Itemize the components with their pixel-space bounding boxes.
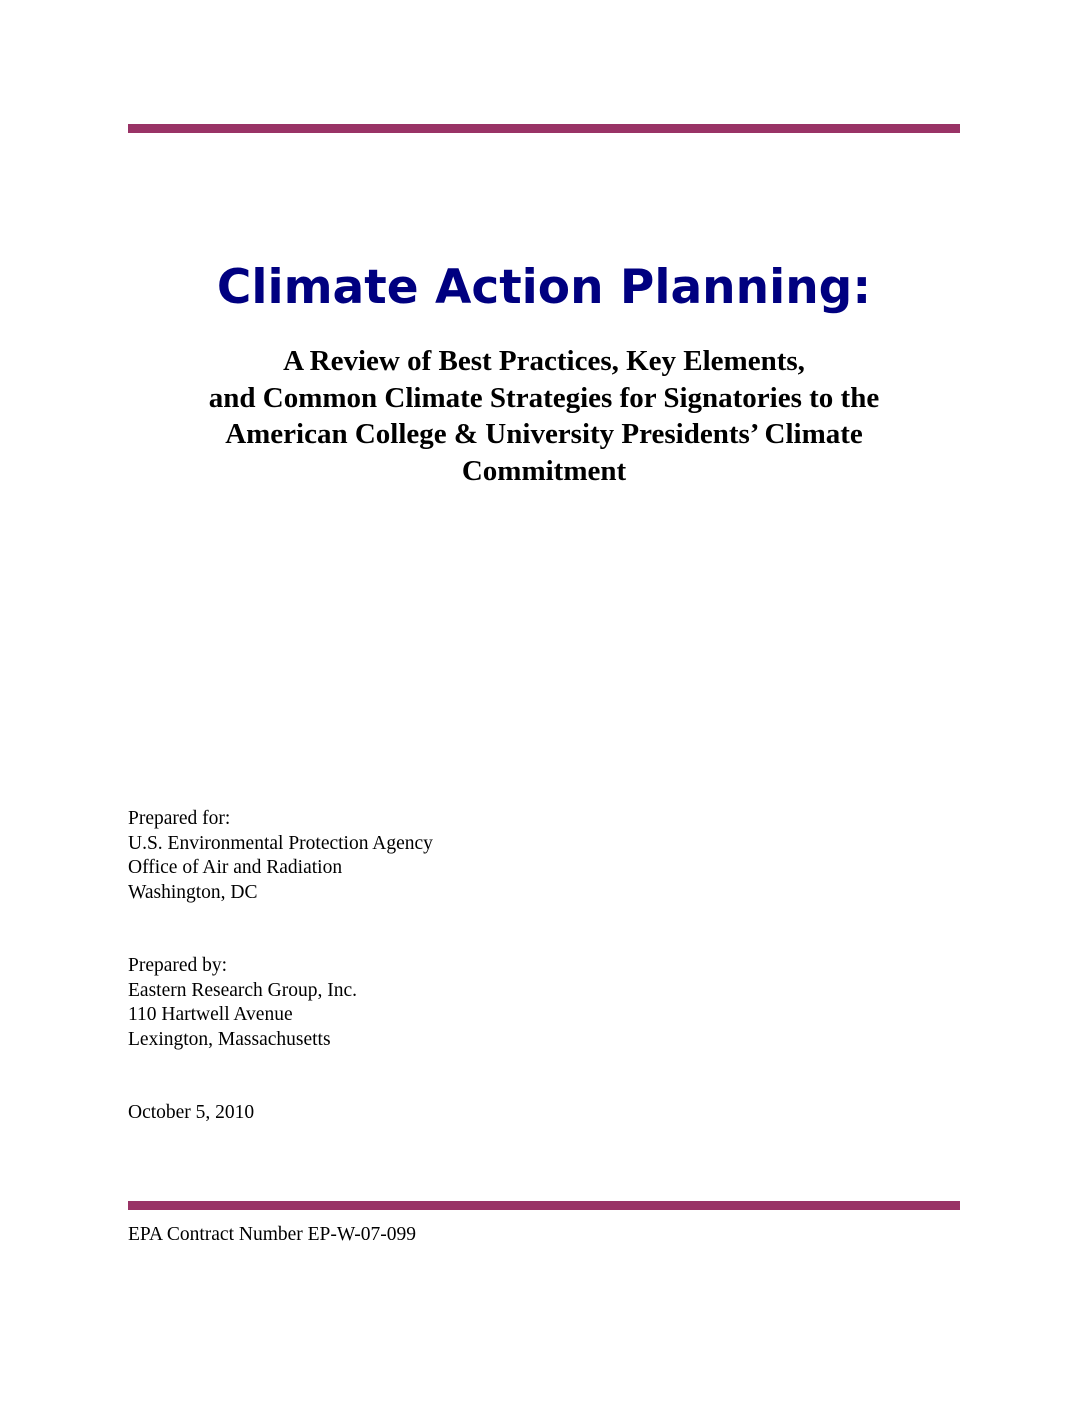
prepared-by-label: Prepared by: <box>128 955 228 976</box>
prepared-for-label: Prepared for: <box>128 808 231 829</box>
top-divider-rule <box>128 124 960 133</box>
report-date: October 5, 2010 <box>128 1102 255 1123</box>
prepared-by-line: Eastern Research Group, Inc. <box>128 979 358 1001</box>
prepared-for-line: Office of Air and Radiation <box>128 857 343 879</box>
prepared-for-line: U.S. Environmental Protection Agency <box>128 832 433 854</box>
document-title: Climate Action Planning: <box>216 260 872 315</box>
prepared-by-line: Lexington, Massachusetts <box>128 1028 331 1050</box>
prepared-by-block <box>128 954 728 1052</box>
document-subtitle <box>100 343 988 489</box>
contract-number: EPA Contract Number EP-W-07-099 <box>128 1224 416 1245</box>
subtitle-line: A Review of Best Practices, Key Elements, <box>283 345 805 377</box>
subtitle-line: American College & University Presidents’ Climate <box>225 418 863 450</box>
bottom-divider-rule <box>128 1201 960 1210</box>
prepared-by-line: 110 Hartwell Avenue <box>128 1004 293 1026</box>
subtitle-line: Commitment <box>461 454 627 487</box>
subtitle-line: and Common Climate Strategies for Signatories to the <box>208 381 880 414</box>
prepared-for-block <box>128 807 728 905</box>
prepared-for-line: Washington, DC <box>128 881 258 903</box>
